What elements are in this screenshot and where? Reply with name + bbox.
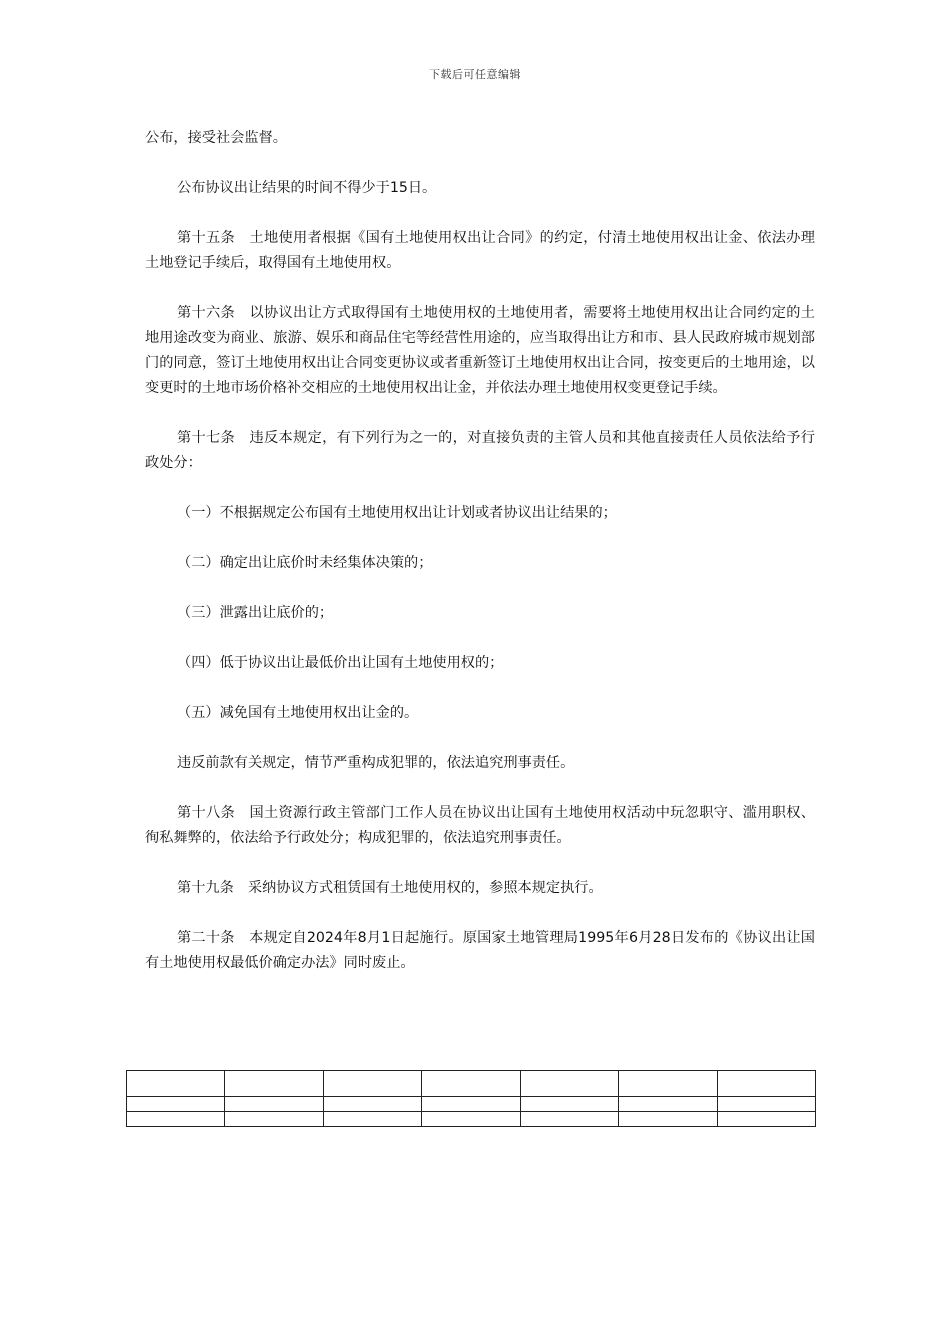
table-row (127, 1112, 816, 1127)
table-cell (225, 1097, 323, 1112)
table-cell (520, 1112, 618, 1127)
table-cell (717, 1071, 815, 1097)
table-cell (717, 1112, 815, 1127)
article-19: 第十九条 采纳协议方式租赁国有土地使用权的，参照本规定执行。 (177, 880, 603, 896)
table-cell (619, 1097, 717, 1112)
table-cell (717, 1097, 815, 1112)
paragraph-announcement-period: 公布协议出让结果的时间不得少于15日。 (177, 180, 437, 196)
table-cell (127, 1071, 225, 1097)
table-cell (127, 1112, 225, 1127)
table-cell (619, 1071, 717, 1097)
table-cell (422, 1071, 520, 1097)
article-17: 第十七条 违反本规定，有下列行为之一的，对直接负责的主管人员和其他直接责任人员依法给予行政处分： (145, 430, 815, 471)
table-cell (225, 1071, 323, 1097)
empty-grid-table (126, 1070, 816, 1127)
table-row (127, 1071, 816, 1097)
table-cell (323, 1097, 421, 1112)
table-cell (520, 1097, 618, 1112)
article-17-item-1: （一）不根据规定公布国有土地使用权出让计划或者协议出让结果的； (177, 505, 617, 521)
article-18: 第十八条 国土资源行政主管部门工作人员在协议出让国有土地使用权活动中玩忽职守、滥用职权、徇私舞弊的，依法给予行政处分；构成犯罪的，依法追究刑事责任。 (145, 805, 815, 846)
table-cell (422, 1097, 520, 1112)
article-17-item-2: （二）确定出让底价时未经集体决策的； (177, 555, 433, 571)
paragraph-continuation: 公布，接受社会监督。 (145, 130, 287, 146)
article-17-item-5: （五）减免国有土地使用权出让金的。 (177, 705, 419, 721)
table-cell (520, 1071, 618, 1097)
table-row (127, 1097, 816, 1112)
article-20: 第二十条 本规定自2024年8月1日起施行。原国家土地管理局1995年6月28日发布的《协议出让国有土地使用权最低价确定办法》同时废止。 (145, 930, 815, 971)
article-17-item-4: （四）低于协议出让最低价出让国有土地使用权的； (177, 655, 504, 671)
table-cell (225, 1112, 323, 1127)
document-body (145, 126, 815, 1001)
table-cell (323, 1112, 421, 1127)
table-cell (619, 1112, 717, 1127)
article-17-item-3: （三）泄露出让底价的； (177, 605, 334, 621)
table-cell (323, 1071, 421, 1097)
header-note: 下载后可任意编辑 (429, 68, 521, 81)
article-15: 第十五条 土地使用者根据《国有土地使用权出让合同》的约定，付清土地使用权出让金、依法办理土地登记手续后，取得国有土地使用权。 (145, 230, 815, 271)
paragraph-criminal-liability: 违反前款有关规定，情节严重构成犯罪的，依法追究刑事责任。 (177, 755, 575, 771)
article-16: 第十六条 以协议出让方式取得国有土地使用权的土地使用者，需要将土地使用权出让合同约定的土地用途改变为商业、旅游、娱乐和商品住宅等经营性用途的，应当取得出让方和市、县人民政府城市规划部门的同意，签订土地使用权出让合同变更协议或者重新签订土地使用权出让合同，按变更后的土地用途，以变更时的土地市场价格补交相应的土地使用权出让金，并依法办理土地使用权变更登记手续。 (145, 305, 815, 396)
table-cell (127, 1097, 225, 1112)
table-cell (422, 1112, 520, 1127)
